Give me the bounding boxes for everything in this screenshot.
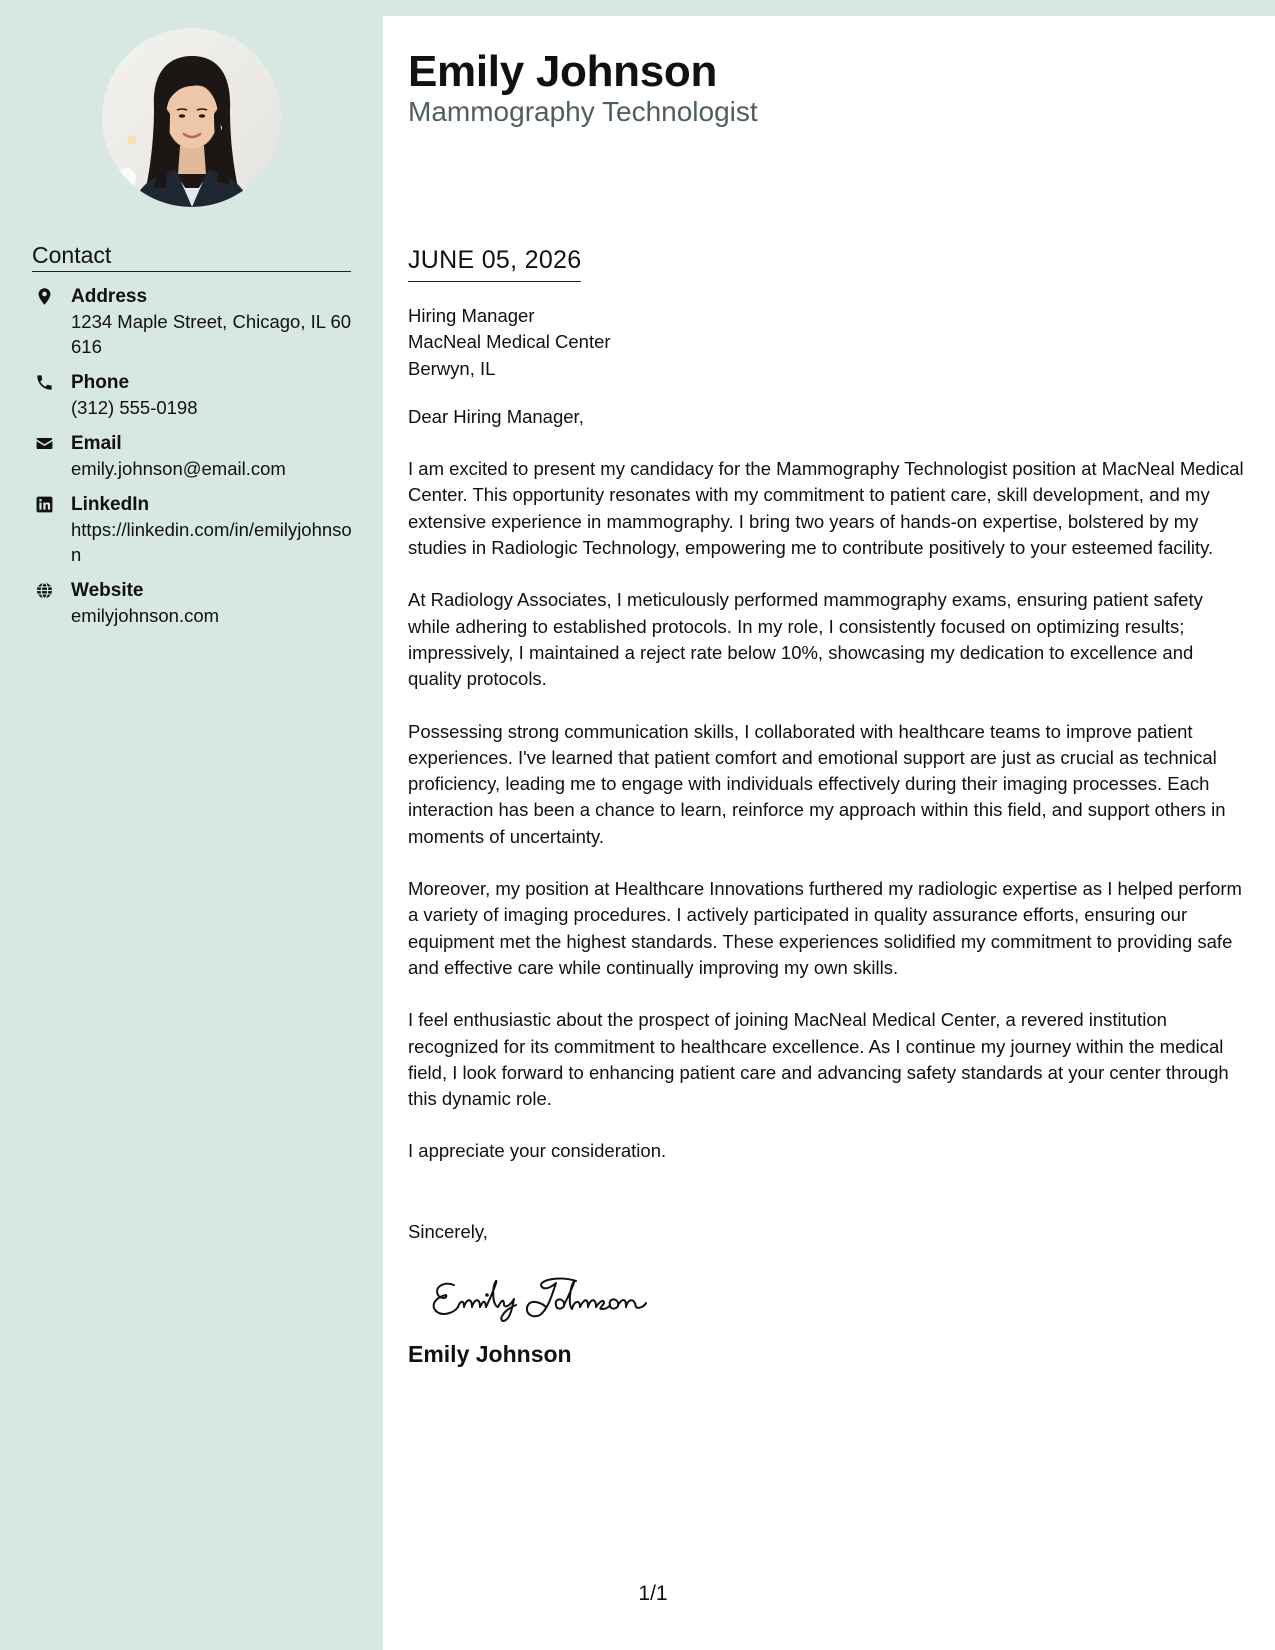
body-paragraph: Possessing strong communication skills, I collaborated with healthcare teams to improve patient experiences. I've learned that patient comfort and emotional support are just as crucial as technical proficiency, leading me to engage with individuals effectively during their imaging processes. Each interaction has been a chance to learn, reinforce my approach within this field, and support others in moments of uncertainty. (408, 720, 1226, 847)
profile-photo (102, 28, 281, 207)
address-value: 1234 Maple Street, Chicago, IL 60616 (71, 311, 352, 357)
phone-icon (35, 373, 54, 392)
contact-item-linkedin (32, 492, 352, 567)
handwritten-signature (426, 1265, 666, 1325)
contact-label: LinkedIn (71, 494, 150, 515)
signoff: Sincerely, (408, 1220, 488, 1242)
recipient-line: Hiring Manager (408, 305, 535, 326)
contact-label: Website (71, 580, 144, 601)
contact-item-website (32, 578, 352, 628)
contact-item-phone (32, 370, 352, 420)
body-paragraph: At Radiology Associates, I meticulously performed mammography exams, ensuring patient safety while adhering to established protocols. In my role, I consistently focused on optimizing results; impressively, I maintained a reject rate below 10%, showcasing my dedication to excellence and quality protocols. (408, 589, 1203, 690)
body-paragraph: Moreover, my position at Healthcare Innovations furthered my radiologic expertise as I helped perform a variety of imaging procedures. I actively participated in quality assurance efforts, ensuring our equipment met the highest standards. These experiences solidified my commitment to providing safe and effective care while continually improving my own skills. (408, 878, 1242, 978)
contact-label: Phone (71, 372, 130, 393)
letter-page (383, 16, 1275, 1650)
email-link[interactable]: emily.johnson@email.com (71, 458, 286, 479)
envelope-icon (35, 434, 54, 453)
recipient-line: MacNeal Medical Center (408, 331, 611, 353)
page-number: 1/1 (638, 1582, 668, 1605)
linkedin-link[interactable]: https://linkedin.com/in/emilyjohnson (71, 519, 352, 565)
phone-value: (312) 555-0198 (71, 397, 198, 418)
website-link[interactable]: emilyjohnson.com (71, 605, 220, 626)
linkedin-icon (35, 495, 54, 514)
map-pin-icon (35, 287, 54, 306)
letter-date: JUNE 05, 2026 (408, 244, 581, 282)
body-paragraph: I feel enthusiastic about the prospect of joining MacNeal Medical Center, a revered institution recognized for its commitment to healthcare excellence. As I continue my journey within the medical field, I look forward to enhancing patient care and advancing safety standards at your center through this dynamic role. (408, 1009, 1229, 1110)
globe-icon (35, 581, 54, 600)
signed-name: Emily Johnson (408, 1341, 572, 1368)
applicant-name: Emily Johnson (408, 47, 718, 96)
contact-list (32, 284, 352, 639)
contact-label: Email (71, 433, 122, 454)
contact-label: Address (71, 286, 148, 307)
salutation: Dear Hiring Manager, (408, 405, 584, 427)
recipient-line: Berwyn, IL (408, 357, 496, 379)
contact-item-email (32, 431, 352, 481)
contact-item-address (32, 284, 352, 359)
sidebar (0, 0, 383, 1650)
applicant-title: Mammography Technologist (408, 96, 758, 127)
closing-line: I appreciate your consideration. (408, 1140, 667, 1162)
contact-heading: Contact (32, 240, 351, 272)
recipient-block (408, 303, 1248, 382)
body-paragraph: I am excited to present my candidacy for the Mammography Technologist position at MacNeal Medical Center. This opportunity resonates with my commitment to patient care, skill development, and my extensive experience in mammography. I bring two years of hands-on expertise, bolstered by my studies in Radiologic Technology, empowering me to contribute positively to your esteemed facility. (408, 458, 1244, 559)
letter-body (408, 303, 1248, 1369)
